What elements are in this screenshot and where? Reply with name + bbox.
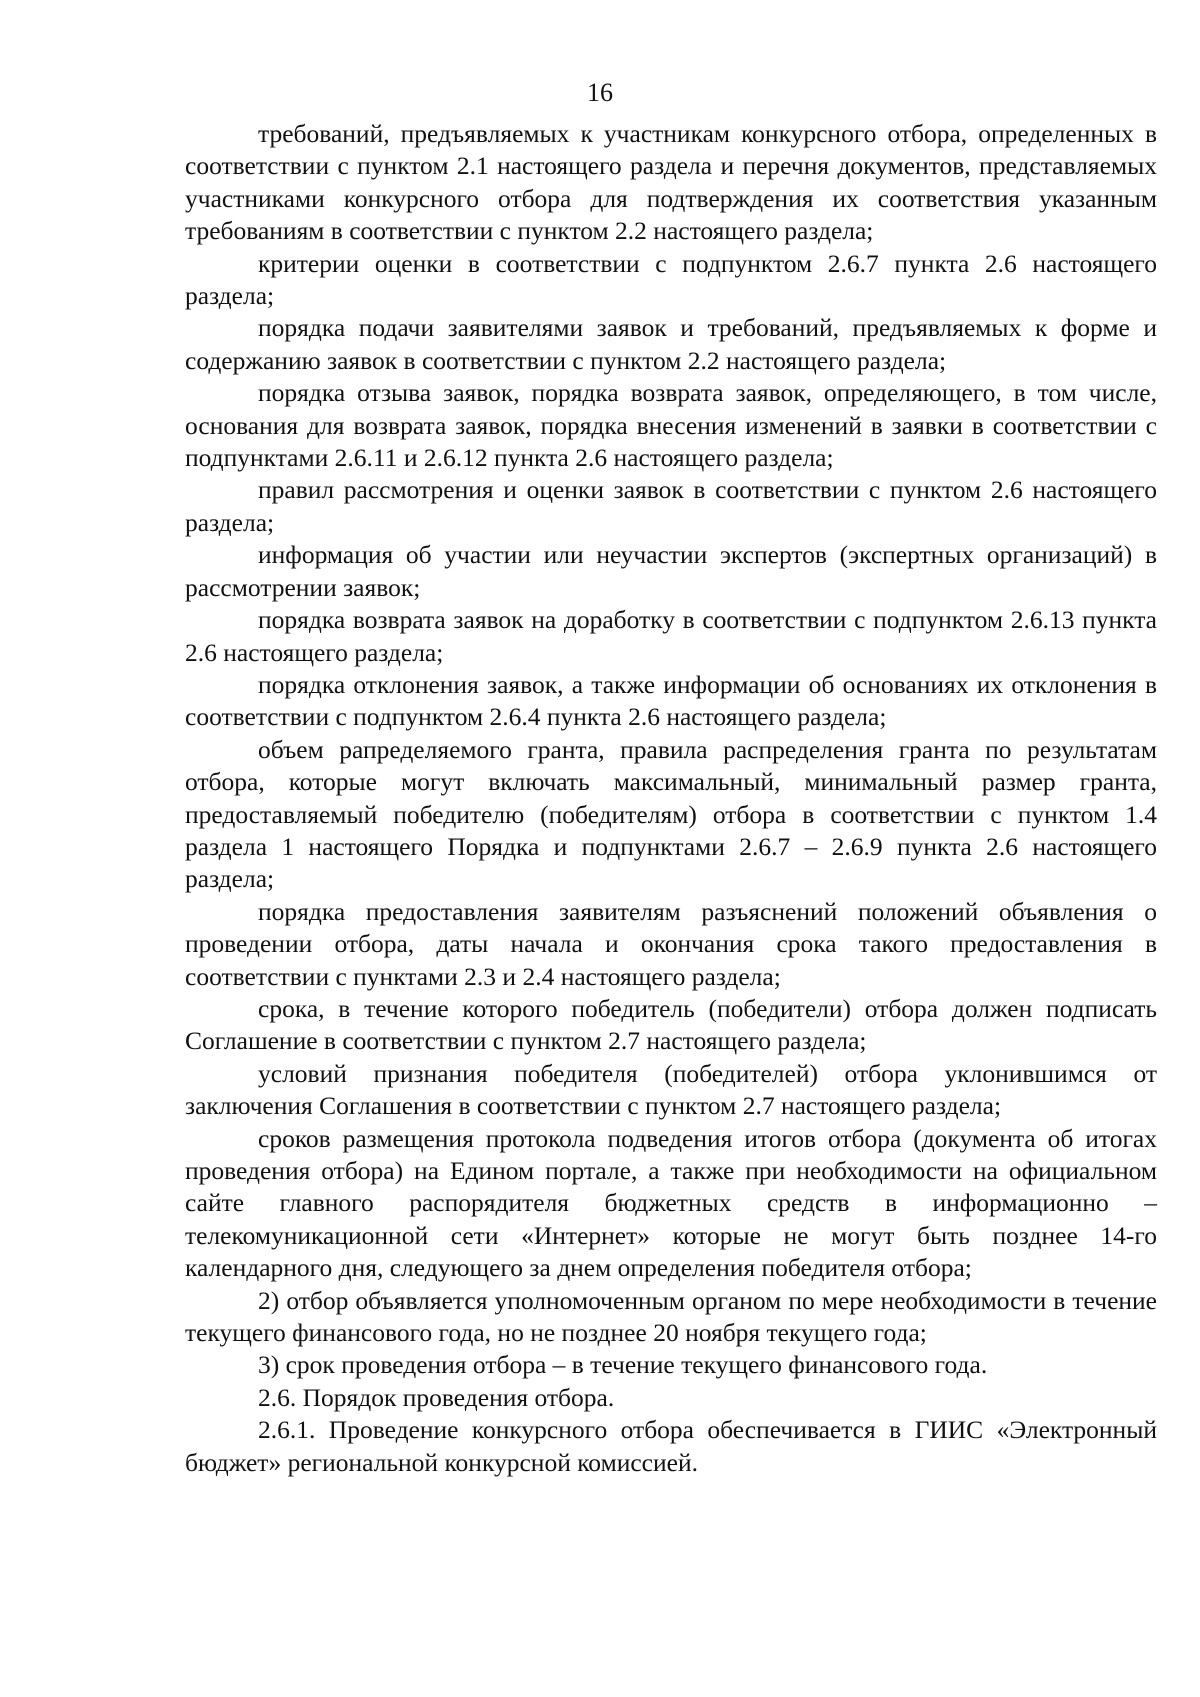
paragraph: критерии оценки в соответствии с подпунктом 2.6.7 пункта 2.6 настоящего раздела;: [185, 248, 1157, 311]
paragraph: требований, предъявляемых к участникам конкурсного отбора, определенных в соответствии с пунктом 2.1 настоящего раздела и перечня документов, представляемых участниками конкурсного отбора для подтверждения их соответствия указанным требованиям в соответствии с пунктом 2.2 настоящего раздела;: [185, 119, 1157, 246]
paragraph: информация об участии или неучастии экспертов (экспертных организаций) в рассмотрении заявок;: [185, 540, 1157, 602]
paragraph: порядка отзыва заявок, порядка возврата заявок, определяющего, в том числе, основания для возврата заявок, порядка внесения изменений в заявки в соответствии с подпунктами 2.6.11 и 2.6.12 пункта 2.6 настоящего раздела;: [185, 378, 1157, 473]
paragraph: порядка предоставления заявителям разъяснений положений объявления о проведении отбора, даты начала и окончания срока такого предоставления в соответствии с пунктами 2.3 и 2.4 настоящего раздела;: [185, 896, 1157, 991]
paragraph: порядка отклонения заявок, а также информации об основаниях их отклонения в соответствии с подпунктом 2.6.4 пункта 2.6 настоящего раздела;: [185, 669, 1157, 732]
paragraph: порядка подачи заявителями заявок и требований, предъявляемых к форме и содержанию заявок в соответствии с пунктом 2.2 настоящего раздела;: [185, 313, 1157, 375]
document-body: [185, 118, 1157, 1479]
paragraph: 2.6. Порядок проведения отбора.: [258, 1382, 615, 1412]
paragraph: срока, в течение которого победитель (победители) отбора должен подписать Соглашение в соответствии с пунктом 2.7 настоящего раздела;: [185, 993, 1157, 1056]
paragraph: 2) отбор объявляется уполномоченным органом по мере необходимости в течение текущего финансового года, но не позднее 20 ноября текущего года;: [185, 1285, 1157, 1348]
paragraph: правил рассмотрения и оценки заявок в соответствии с пунктом 2.6 настоящего раздела;: [185, 475, 1157, 537]
page-number: 16: [587, 78, 613, 107]
paragraph: 3) срок проведения отбора – в течение текущего финансового года.: [258, 1350, 988, 1380]
paragraph: порядка возврата заявок на доработку в соответствии с подпунктом 2.6.13 пункта 2.6 настоящего раздела;: [185, 605, 1157, 667]
paragraph: 2.6.1. Проведение конкурсного отбора обеспечивается в ГИИС «Электронный бюджет» региональной конкурсной комиссией.: [185, 1415, 1157, 1477]
paragraph: условий признания победителя (победителей) отбора уклонившимся от заключения Соглашения в соответствии с пунктом 2.7 настоящего раздела;: [185, 1058, 1157, 1121]
paragraph: объем рапределяемого гранта, правила распределения гранта по результатам отбора, которые могут включать максимальный, минимальный размер гранта, предоставляемый победителю (победителям) отбора в соответствии с пунктом 1.4 раздела 1 настоящего Порядка и подпунктами 2.6.7 – 2.6.9 пункта 2.6 настоящего раздела;: [185, 734, 1157, 894]
paragraph: сроков размещения протокола подведения итогов отбора (документа об итогах проведения отбора) на Едином портале, а также при необходимости на официальном сайте главного распорядителя бюджетных средств в информационно – телекомуникационной сети «Интернет» которые не могут быть позднее 14-го календарного дня, следующего за днем определения победителя отбора;: [185, 1123, 1157, 1283]
